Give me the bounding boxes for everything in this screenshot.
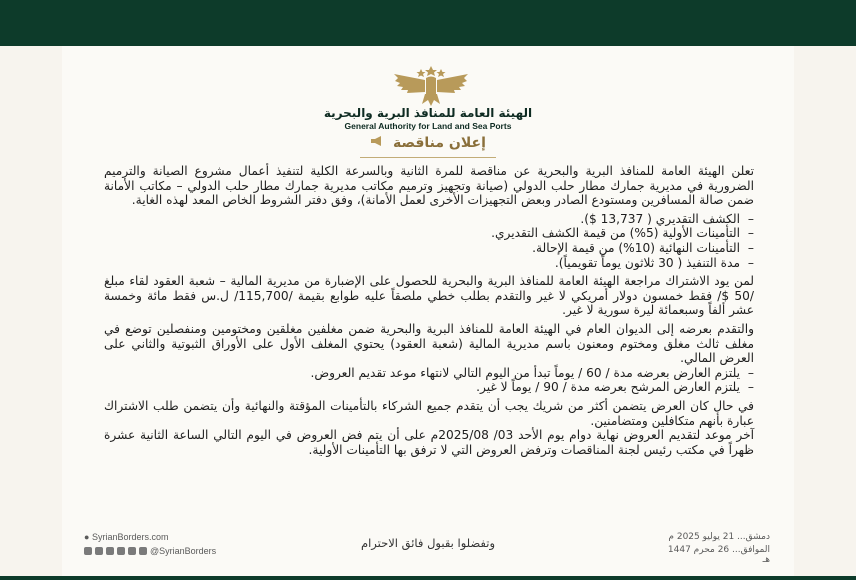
date-gregorian: دمشق... 21 يوليو 2025 م xyxy=(668,532,770,542)
top-band xyxy=(0,0,856,46)
megaphone-icon xyxy=(370,135,384,151)
partners-paragraph: في حال كان العرض يتضمن أكثر من شريك يجب أن يتقدم جميع الشركاء بالتأمينات المؤقتة والنهائية وأن يتضمن طلب الاشتراك عبارة بأنهم متكافلين ومتضامنين. xyxy=(104,398,754,428)
closing-line: وتفضلوا بقبول فائق الاحترام xyxy=(360,536,496,550)
globe-icon: ● xyxy=(84,532,90,542)
x-icon[interactable] xyxy=(95,547,103,555)
deadline-paragraph: آخر موعد لتقديم العروض نهاية دوام يوم الأحد 03/ 2025/08م على أن يتم فض العروض في اليوم التالي الساعة الثانية عشرة ظهراً في مكتب رئيس لجنة المناقصات وترفض العروض التي لا ترفق بها التأمينات الأولية. xyxy=(104,428,754,457)
announcement-title-text: إعلان مناقصة xyxy=(392,135,486,151)
eagle-emblem-icon xyxy=(392,64,470,108)
youtube-icon[interactable] xyxy=(128,547,136,555)
social-handle: @SyrianBorders xyxy=(150,546,217,556)
whatsapp-icon[interactable] xyxy=(139,547,147,555)
social-links xyxy=(84,546,216,556)
terms-list xyxy=(104,212,754,270)
submission-paragraph: والتقدم بعرضه إلى الديوان العام في الهيئة العامة للمنافذ البرية والبحرية ضمن مغلفين مغلقين ومختومين ومنفصلين توضع في مغلف ثالث مغلق ومختوم ومعنون باسم مديرية المالية (شعبة العقود) يحتوي المغلف الأول على الأوراق الثبوتية والثاني على العرض المالي. xyxy=(104,321,754,366)
subscription-paragraph: لمن يود الاشتراك مراجعة الهيئة العامة للمنافذ البرية والبحرية للحصول على الإضبارة من مديرية المالية – شعبة العقود لقاء مبلغ /50 $/ فقط خمسون دولار أمريكي لا غير والتقدم بطلب خطي ملصقاً عليه طوابع بقيمة /115,700/ ل.س فقط مائة وخمسة عشر ألفاً وسبعمائة ليرة سورية لا غير. xyxy=(104,274,755,318)
org-name-arabic: الهيئة العامة للمنافذ البرية والبحرية xyxy=(323,106,533,120)
commitment-item: – يلتزم العارض بعرضه مدة / 60 / يوماً تبدأ من اليوم التالي لانتهاء موعد تقديم العروض. xyxy=(104,366,754,381)
org-name-english: General Authority for Land and Sea Ports xyxy=(344,121,512,131)
announcement-body xyxy=(104,164,754,461)
website-text: SyrianBorders.com xyxy=(91,532,169,542)
instagram-icon[interactable] xyxy=(106,547,114,555)
term-item: – التأمينات الأولية (5%) من قيمة الكشف التقديري. xyxy=(104,226,754,241)
term-item: – الكشف التقديري ( 13,737 $). xyxy=(104,212,754,227)
facebook-icon[interactable] xyxy=(84,547,92,555)
telegram-icon[interactable] xyxy=(117,547,125,555)
commitment-item: – يلتزم العارض المرشح بعرضه مدة / 90 / يوماً لا غير. xyxy=(104,380,754,395)
term-item: – مدة التنفيذ ( 30 ثلاثون يوماً تقويمياً). xyxy=(104,256,754,271)
intro-paragraph: تعلن الهيئة العامة للمنافذ البرية والبحرية عن مناقصة للمرة الثانية وبالسرعة الكلية لتنفيذ أعمال مشروع الصيانة والترميم الضرورية في مديرية جمارك مطار حلب الدولي (صيانة وتجهيز وترميم مكاتب مديرية جمارك مطار حلب الدولي – مكاتب الأمانة ضمن صالة المسافرين ومستودع الصادر وبعض التجهيزات الأخرى لعمل الأمانة)، وفق دفتر الشروط الخاص المعد لهذه الغاية. xyxy=(104,164,754,208)
commitments-list xyxy=(104,366,754,395)
bottom-band xyxy=(0,576,856,580)
date-hijri: الموافق... 26 محرم 1447 هـ xyxy=(667,545,770,565)
term-item: – التأمينات النهائية (10%) من قيمة الإحالة. xyxy=(104,241,754,256)
website-link[interactable] xyxy=(84,532,168,542)
title-divider xyxy=(360,157,496,158)
announcement-title xyxy=(330,135,526,151)
